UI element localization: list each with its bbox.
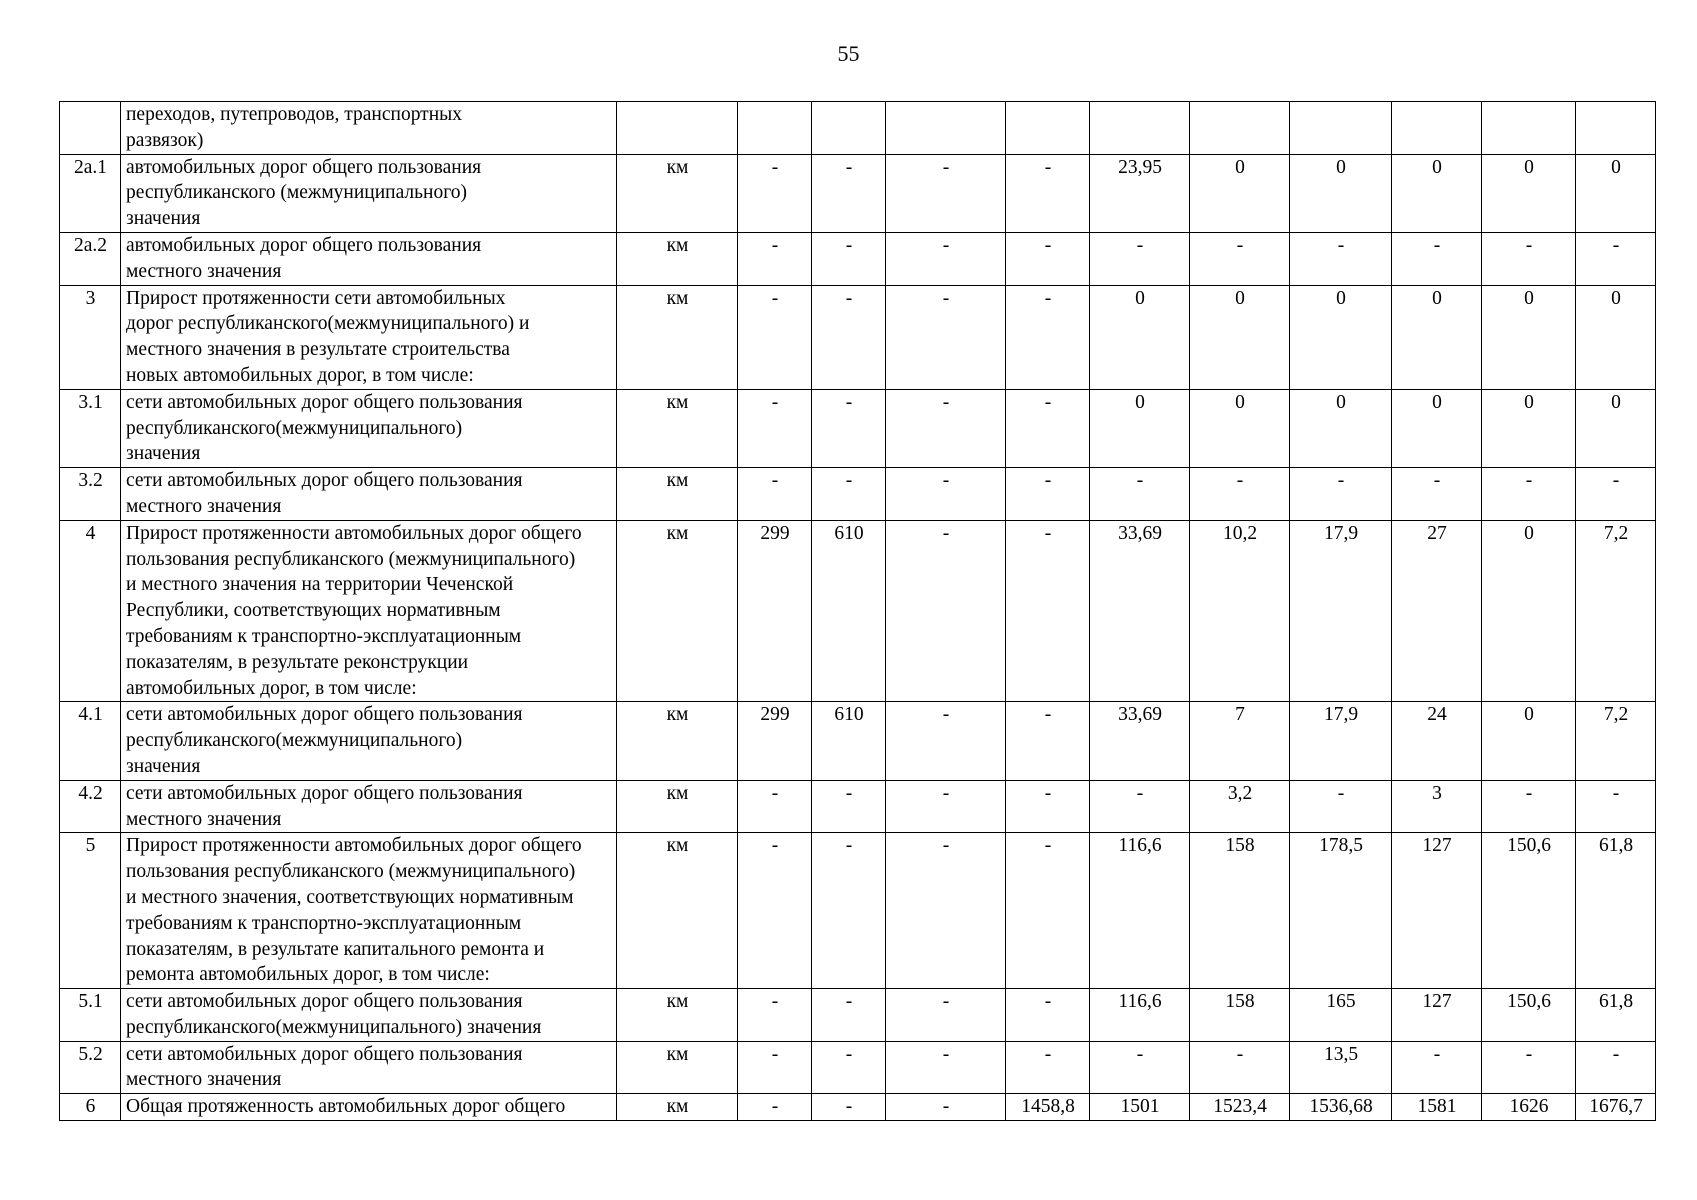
value-cell: - xyxy=(886,154,1006,232)
value-cell: - xyxy=(886,232,1006,285)
value-cell: - xyxy=(886,285,1006,389)
value-cell: - xyxy=(1576,468,1656,521)
value-cell: 27 xyxy=(1392,520,1482,702)
description-line: Прирост протяженности автомобильных дорог общего xyxy=(126,835,582,857)
value-cell: 0 xyxy=(1482,389,1576,467)
description-line: автомобильных дорог, в том числе: xyxy=(126,677,417,699)
description-line: новых автомобильных дорог, в том числе: xyxy=(126,364,474,386)
value-cell: 0 xyxy=(1392,285,1482,389)
value-cell: - xyxy=(1006,389,1090,467)
description-line: и местного значения на территории Чеченской xyxy=(126,574,514,596)
indicator-description xyxy=(121,520,617,702)
row-number: 6 xyxy=(60,1094,121,1121)
value-cell: 178,5 xyxy=(1290,833,1392,989)
value-cell: 127 xyxy=(1392,989,1482,1042)
row-number: 4.1 xyxy=(60,702,121,780)
value-cell: 1523,4 xyxy=(1190,1094,1290,1121)
value-cell: 1626 xyxy=(1482,1094,1576,1121)
indicator-description xyxy=(121,468,617,521)
unit-cell: км xyxy=(617,154,738,232)
value-cell xyxy=(812,102,886,155)
value-cell: - xyxy=(1576,232,1656,285)
unit-cell: км xyxy=(617,232,738,285)
value-cell: - xyxy=(812,833,886,989)
value-cell: 0 xyxy=(1576,285,1656,389)
value-cell: 0 xyxy=(1482,520,1576,702)
value-cell: - xyxy=(1576,1041,1656,1094)
value-cell: - xyxy=(738,1041,812,1094)
value-cell: 158 xyxy=(1190,833,1290,989)
value-cell: 610 xyxy=(812,520,886,702)
description-line: переходов, путепроводов, транспортных xyxy=(126,104,462,125)
table-row xyxy=(60,520,1656,702)
value-cell: - xyxy=(812,1094,886,1121)
row-number xyxy=(60,102,121,155)
description-line: пользования республиканского (межмуниципального) xyxy=(126,861,576,883)
indicator-description xyxy=(121,1041,617,1094)
description-line: требованиям к транспортно-эксплуатационным xyxy=(126,625,522,647)
table-row xyxy=(60,285,1656,389)
value-cell: 299 xyxy=(738,520,812,702)
table-row xyxy=(60,780,1656,833)
description-line: республиканского(межмуниципального) xyxy=(126,417,463,439)
value-cell: - xyxy=(1190,468,1290,521)
unit-cell: км xyxy=(617,468,738,521)
value-cell: 23,95 xyxy=(1090,154,1190,232)
value-cell: - xyxy=(738,1094,812,1121)
value-cell: - xyxy=(1190,1041,1290,1094)
value-cell: - xyxy=(738,285,812,389)
value-cell: 150,6 xyxy=(1482,833,1576,989)
value-cell: 33,69 xyxy=(1090,520,1190,702)
value-cell: 17,9 xyxy=(1290,520,1392,702)
unit-cell: км xyxy=(617,989,738,1042)
description-line: значения xyxy=(126,755,201,777)
description-line: местного значения xyxy=(126,808,282,830)
value-cell: - xyxy=(1006,232,1090,285)
row-number: 4.2 xyxy=(60,780,121,833)
unit-cell: км xyxy=(617,389,738,467)
value-cell: - xyxy=(812,389,886,467)
value-cell: 0 xyxy=(1190,389,1290,467)
value-cell xyxy=(1482,102,1576,155)
value-cell: 150,6 xyxy=(1482,989,1576,1042)
value-cell: 116,6 xyxy=(1090,989,1190,1042)
value-cell: - xyxy=(738,780,812,833)
value-cell: 13,5 xyxy=(1290,1041,1392,1094)
value-cell xyxy=(1006,102,1090,155)
value-cell: - xyxy=(738,833,812,989)
description-line: развязок) xyxy=(126,129,204,151)
value-cell: 33,69 xyxy=(1090,702,1190,780)
value-cell: 17,9 xyxy=(1290,702,1392,780)
description-line: Республики, соответствующих нормативным xyxy=(126,600,501,622)
table-row xyxy=(60,989,1656,1042)
value-cell: - xyxy=(1290,232,1392,285)
value-cell: 1501 xyxy=(1090,1094,1190,1121)
value-cell: - xyxy=(1006,520,1090,702)
unit-cell: км xyxy=(617,702,738,780)
row-number: 5 xyxy=(60,833,121,989)
table-row xyxy=(60,1041,1656,1094)
value-cell: - xyxy=(812,468,886,521)
value-cell: - xyxy=(1392,1041,1482,1094)
value-cell: 0 xyxy=(1290,154,1392,232)
description-line: Общая протяженность автомобильных дорог общего xyxy=(126,1096,566,1118)
description-line: местного значения в результате строительства xyxy=(126,339,510,361)
value-cell: - xyxy=(886,389,1006,467)
value-cell: 0 xyxy=(1576,389,1656,467)
description-line: сети автомобильных дорог общего пользования xyxy=(126,704,523,726)
value-cell: - xyxy=(886,1094,1006,1121)
value-cell: - xyxy=(812,989,886,1042)
table-row xyxy=(60,102,1656,155)
value-cell xyxy=(1392,102,1482,155)
table-row xyxy=(60,702,1656,780)
value-cell: - xyxy=(1006,780,1090,833)
unit-cell: км xyxy=(617,833,738,989)
description-line: сети автомобильных дорог общего пользования xyxy=(126,991,523,1013)
indicator-description xyxy=(121,232,617,285)
value-cell: - xyxy=(886,833,1006,989)
row-number: 2а.2 xyxy=(60,232,121,285)
description-line: значения xyxy=(126,443,201,465)
value-cell: - xyxy=(1006,702,1090,780)
description-line: показателям, в результате капитального ремонта и xyxy=(126,938,545,960)
value-cell: 0 xyxy=(1190,285,1290,389)
value-cell: - xyxy=(886,520,1006,702)
value-cell: - xyxy=(886,468,1006,521)
description-line: и местного значения, соответствующих нормативным xyxy=(126,886,574,908)
value-cell: - xyxy=(812,232,886,285)
value-cell xyxy=(1090,102,1190,155)
indicator-description xyxy=(121,989,617,1042)
value-cell: 1581 xyxy=(1392,1094,1482,1121)
value-cell: 0 xyxy=(1482,154,1576,232)
indicator-description xyxy=(121,702,617,780)
indicator-description xyxy=(121,285,617,389)
unit-cell: км xyxy=(617,1041,738,1094)
indicator-description xyxy=(121,833,617,989)
indicator-table xyxy=(59,101,1656,1121)
value-cell: - xyxy=(1190,232,1290,285)
value-cell: - xyxy=(1006,1041,1090,1094)
value-cell: 0 xyxy=(1482,285,1576,389)
value-cell: 7,2 xyxy=(1576,702,1656,780)
value-cell: - xyxy=(1006,154,1090,232)
value-cell: - xyxy=(738,468,812,521)
value-cell xyxy=(886,102,1006,155)
description-line: сети автомобильных дорог общего пользования xyxy=(126,1043,523,1065)
value-cell: 0 xyxy=(1290,285,1392,389)
value-cell: - xyxy=(1392,468,1482,521)
description-line: Прирост протяженности автомобильных дорог общего xyxy=(126,522,582,544)
description-line: Прирост протяженности сети автомобильных xyxy=(126,287,506,309)
description-line: требованиям к транспортно-эксплуатационным xyxy=(126,912,522,934)
value-cell: - xyxy=(1090,468,1190,521)
value-cell: - xyxy=(1482,1041,1576,1094)
description-line: дорог республиканского(межмуниципального) и xyxy=(126,313,530,335)
value-cell: 0 xyxy=(1090,389,1190,467)
value-cell xyxy=(1190,102,1290,155)
value-cell xyxy=(738,102,812,155)
value-cell: - xyxy=(738,389,812,467)
value-cell: - xyxy=(1006,285,1090,389)
row-number: 3 xyxy=(60,285,121,389)
row-number: 4 xyxy=(60,520,121,702)
value-cell: - xyxy=(1576,780,1656,833)
description-line: значения xyxy=(126,208,201,230)
value-cell: - xyxy=(1482,232,1576,285)
value-cell: 0 xyxy=(1482,702,1576,780)
value-cell: - xyxy=(1006,468,1090,521)
description-line: сети автомобильных дорог общего пользования xyxy=(126,391,523,413)
value-cell: 3 xyxy=(1392,780,1482,833)
value-cell: - xyxy=(738,232,812,285)
value-cell: - xyxy=(1006,833,1090,989)
value-cell: 0 xyxy=(1190,154,1290,232)
unit-cell xyxy=(617,102,738,155)
page-number: 55 xyxy=(837,41,860,66)
description-line: сети автомобильных дорог общего пользования xyxy=(126,470,523,492)
value-cell: 1458,8 xyxy=(1006,1094,1090,1121)
value-cell: 0 xyxy=(1392,154,1482,232)
description-line: местного значения xyxy=(126,260,282,282)
value-cell: 61,8 xyxy=(1576,989,1656,1042)
value-cell: 165 xyxy=(1290,989,1392,1042)
value-cell: 7 xyxy=(1190,702,1290,780)
table-row xyxy=(60,389,1656,467)
value-cell: - xyxy=(812,154,886,232)
value-cell: - xyxy=(1482,468,1576,521)
table-row xyxy=(60,154,1656,232)
table-row xyxy=(60,468,1656,521)
description-line: республиканского(межмуниципального) значения xyxy=(126,1016,542,1038)
value-cell: - xyxy=(1090,780,1190,833)
table-row xyxy=(60,1094,1656,1121)
indicator-description xyxy=(121,780,617,833)
value-cell: - xyxy=(1392,232,1482,285)
indicator-description xyxy=(121,1094,617,1121)
description-line: местного значения xyxy=(126,495,282,517)
value-cell: - xyxy=(738,154,812,232)
value-cell xyxy=(1576,102,1656,155)
value-cell: - xyxy=(1090,1041,1190,1094)
value-cell: - xyxy=(1482,780,1576,833)
table-body xyxy=(60,102,1656,1121)
table-row xyxy=(60,833,1656,989)
indicator-description xyxy=(121,154,617,232)
row-number: 2а.1 xyxy=(60,154,121,232)
unit-cell: км xyxy=(617,1094,738,1121)
indicator-description xyxy=(121,389,617,467)
unit-cell: км xyxy=(617,780,738,833)
unit-cell: км xyxy=(617,285,738,389)
value-cell: 127 xyxy=(1392,833,1482,989)
row-number: 5.1 xyxy=(60,989,121,1042)
value-cell: - xyxy=(1006,989,1090,1042)
value-cell: 1536,68 xyxy=(1290,1094,1392,1121)
value-cell: 0 xyxy=(1290,389,1392,467)
value-cell: 158 xyxy=(1190,989,1290,1042)
value-cell: - xyxy=(886,1041,1006,1094)
value-cell: - xyxy=(738,989,812,1042)
value-cell: 3,2 xyxy=(1190,780,1290,833)
value-cell: 61,8 xyxy=(1576,833,1656,989)
value-cell: 116,6 xyxy=(1090,833,1190,989)
value-cell: 24 xyxy=(1392,702,1482,780)
description-line: сети автомобильных дорог общего пользования xyxy=(126,782,523,804)
description-line: ремонта автомобильных дорог, в том числе: xyxy=(126,964,490,986)
value-cell: - xyxy=(886,989,1006,1042)
value-cell: 0 xyxy=(1090,285,1190,389)
value-cell: - xyxy=(886,702,1006,780)
value-cell: - xyxy=(886,780,1006,833)
indicator-description xyxy=(121,102,617,155)
value-cell: 299 xyxy=(738,702,812,780)
value-cell: 610 xyxy=(812,702,886,780)
table-row xyxy=(60,232,1656,285)
value-cell: 1676,7 xyxy=(1576,1094,1656,1121)
value-cell: 7,2 xyxy=(1576,520,1656,702)
value-cell: - xyxy=(1290,468,1392,521)
description-line: пользования республиканского (межмуниципального) xyxy=(126,548,576,570)
value-cell: - xyxy=(1290,780,1392,833)
value-cell xyxy=(1290,102,1392,155)
value-cell: 0 xyxy=(1392,389,1482,467)
row-number: 3.1 xyxy=(60,389,121,467)
description-line: республиканского (межмуниципального) xyxy=(126,182,467,204)
description-line: автомобильных дорог общего пользования xyxy=(126,234,482,256)
description-line: автомобильных дорог общего пользования xyxy=(126,156,482,178)
description-line: показателям, в результате реконструкции xyxy=(126,651,469,673)
value-cell: 0 xyxy=(1576,154,1656,232)
value-cell: - xyxy=(1090,232,1190,285)
row-number: 3.2 xyxy=(60,468,121,521)
description-line: республиканского(межмуниципального) xyxy=(126,730,463,752)
value-cell: - xyxy=(812,1041,886,1094)
value-cell: 10,2 xyxy=(1190,520,1290,702)
row-number: 5.2 xyxy=(60,1041,121,1094)
value-cell: - xyxy=(812,285,886,389)
unit-cell: км xyxy=(617,520,738,702)
value-cell: - xyxy=(812,780,886,833)
description-line: местного значения xyxy=(126,1069,282,1091)
